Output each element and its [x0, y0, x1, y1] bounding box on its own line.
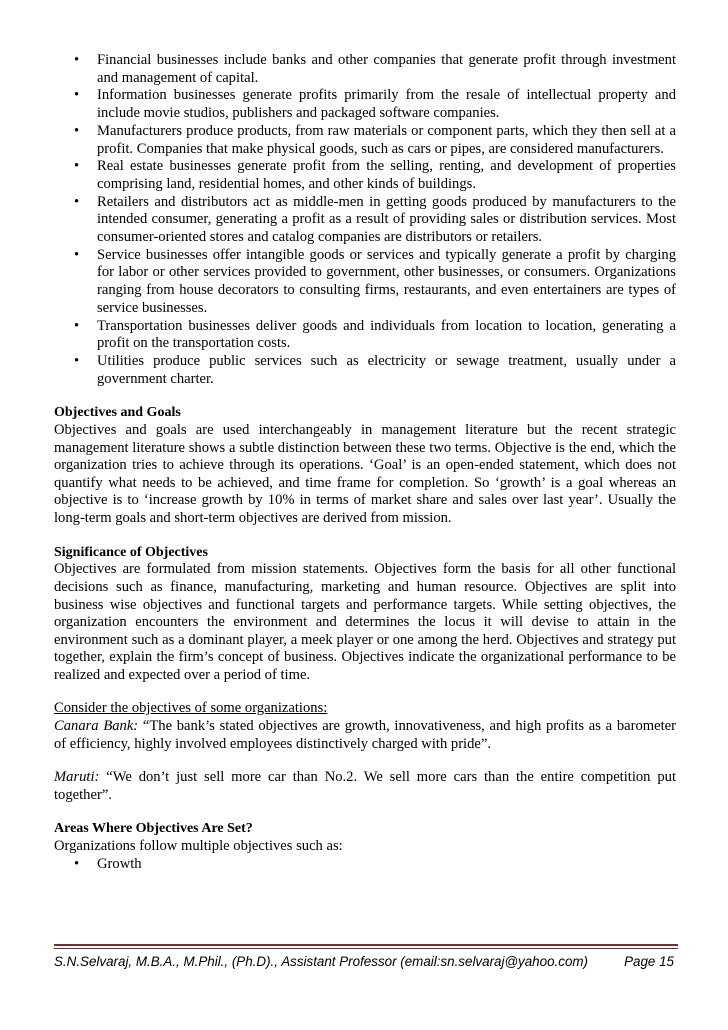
consider-heading: Consider the objectives of some organizations:: [54, 700, 328, 717]
list-item: • Financial businesses include banks and other companies that generate profit through investment and management of capital.: [74, 52, 676, 86]
bullet-icon: •: [74, 246, 80, 263]
canara-label: Canara Bank:: [54, 718, 139, 735]
list-item: • Transportation businesses deliver goods and individuals from location to location, generating a profit on the transportation costs.: [74, 317, 676, 352]
bullet-icon: •: [74, 317, 80, 334]
areas-intro: Organizations follow multiple objectives such as:: [54, 838, 343, 855]
significance-heading: Significance of Objectives: [54, 544, 208, 560]
list-item: • Information businesses generate profits primarily from the resale of intellectual property and include movie studios, publishers and packaged software companies.: [74, 87, 676, 122]
footer-divider-thin: [54, 948, 678, 949]
list-item: • Service businesses offer intangible goods or services and typically generate a profit by charging for labor or other services provided to government, other businesses, or consumers. Organizations ranging from house decorators to consulting firms, restaurants, and even entertainers are types of service businesses.: [74, 246, 676, 316]
bullet-icon: •: [74, 87, 80, 104]
list-item: • Retailers and distributors act as middle-men in getting goods produced by manufacturers to the intended consumer, generating a profit as a result of providing sales or distribution services. Most consumer-oriented stores and catalog companies are distributors or retailers.: [74, 193, 676, 246]
objectives-goals-paragraph: Objectives and goals are used interchangeably in management literature but the recent strategic management literature shows a subtle distinction between these two terms. Objective is the end, which the organization tries to achieve through its operations. ‘Goal’ is an open-ended statement, which does not quantify what needs to be achieved, and time frame for completion. So ‘growth’ is a goal whereas an objective is to ‘increase growth by 10% in terms of market share and sales over last year’. Usually the long-term goals and short-term objectives are derived from mission.: [54, 422, 676, 527]
page-number: Page 15: [624, 954, 674, 969]
objectives-goals-heading: Objectives and Goals: [54, 405, 181, 421]
areas-heading: Areas Where Objectives Are Set?: [54, 821, 253, 837]
maruti-text: “We don’t just sell more car than No.2. We sell more cars than the entire competition put together”.: [54, 769, 676, 803]
bullet-icon: •: [74, 855, 80, 872]
list-item: • Growth: [74, 855, 142, 872]
canara-quote: [54, 718, 676, 753]
canara-text: “The bank’s stated objectives are growth, innovativeness, and high profits as a barometer of efficiency, highly involved employees distinctively charged with pride”.: [54, 718, 676, 752]
bullet-icon: •: [74, 158, 80, 175]
business-types-list: [54, 52, 676, 388]
maruti-quote: [54, 769, 676, 804]
significance-paragraph: Objectives are formulated from mission statements. Objectives form the basis for all other functional decisions such as finance, manufacturing, marketing and human resource. Objectives are split into business wise objectives and functional targets and performance targets. While setting objectives, the organization encounters the environment and determines the locus it will devise to attain in the environment such as a dominant player, a meek player or one among the herd. Objectives and strategy put together, explain the firm’s concept of business. Objectives indicate the organizational performance to be realized and expected over a period of time.: [54, 561, 676, 683]
list-item: • Utilities produce public services such as electricity or sewage treatment, usually under a government charter.: [74, 352, 676, 387]
bullet-icon: •: [74, 193, 80, 210]
document-page: [54, 52, 676, 873]
footer-author: S.N.Selvaraj, M.B.A., M.Phil., (Ph.D)., Assistant Professor (email:sn.selvaraj@yahoo.com): [54, 954, 589, 969]
bullet-icon: •: [74, 352, 80, 369]
maruti-label: Maruti:: [54, 769, 100, 786]
bullet-icon: •: [74, 122, 80, 139]
list-item: • Real estate businesses generate profit from the selling, renting, and development of properties comprising land, residential homes, and other kinds of buildings.: [74, 158, 676, 192]
list-item: • Manufacturers produce products, from raw materials or component parts, which they then sell at a profit. Companies that make physical goods, such as cars or pipes, are considered manufacturers.: [74, 122, 676, 157]
footer-divider: [54, 944, 678, 946]
bullet-icon: •: [74, 52, 80, 68]
areas-list: [54, 856, 676, 874]
